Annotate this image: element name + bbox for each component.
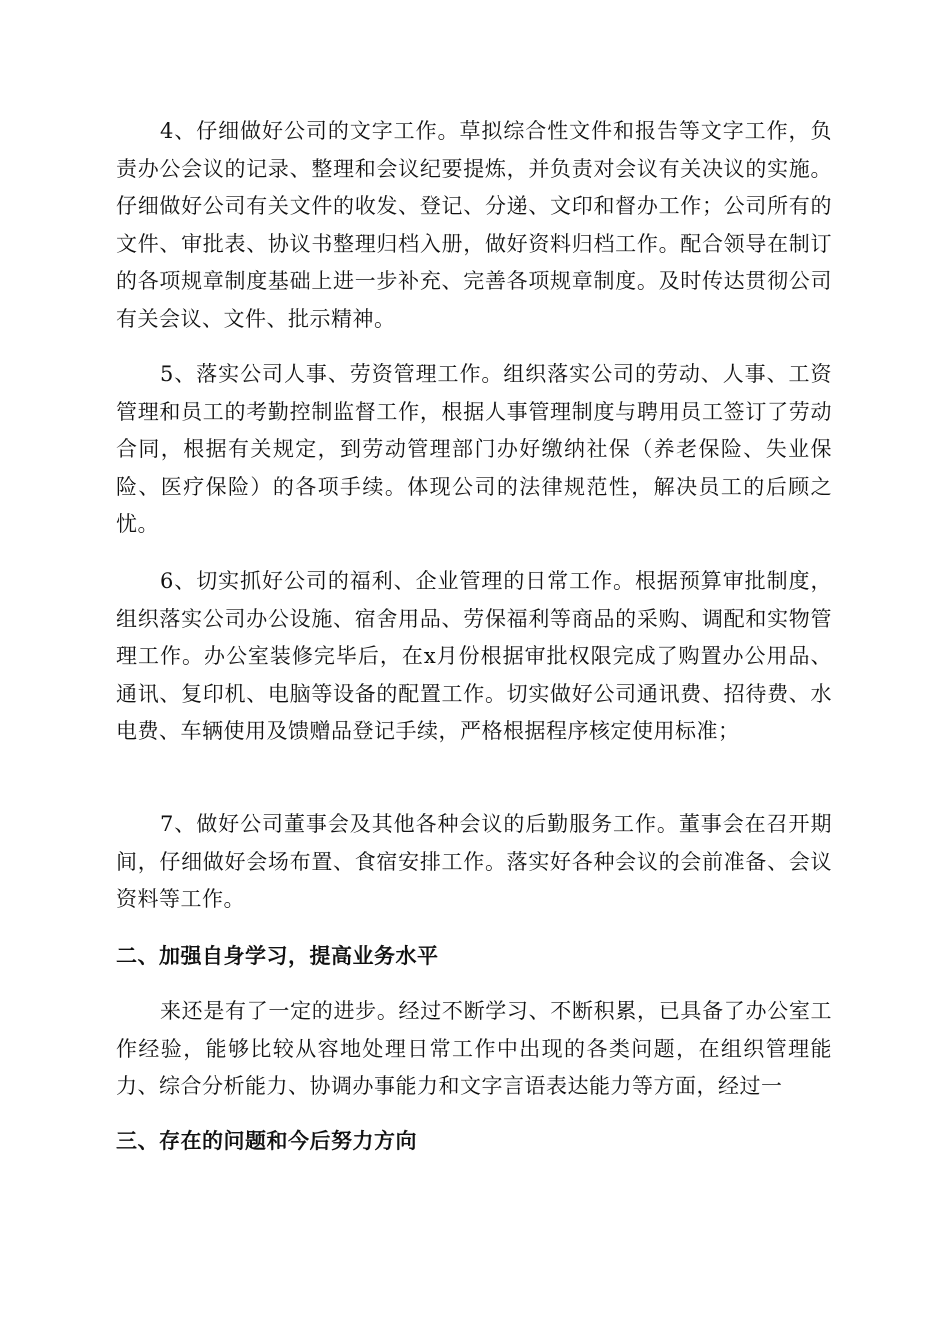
paragraph-learning: 来还是有了一定的进步。经过不断学习、不断积累，已具备了办公室工作经验，能够比较从容地处理日常工作中出现的各类问题，在组织管理能力、综合分析能力、协调办事能力和文字言语表达能力等方面，经过一 (116, 999, 832, 1098)
section-heading-2: 二、加强自身学习，提高业务水平 (116, 943, 439, 968)
paragraph-item-5: 5、落实公司人事、劳资管理工作。组织落实公司的劳动、人事、工资管理和员工的考勤控制监督工作，根据人事管理制度与聘用员工签订了劳动合同，根据有关规定，到劳动管理部门办好缴纳社保（养老保险、失业保险、医疗保险）的各项手续。体现公司的法律规范性，解决员工的后顾之忧。 (116, 362, 832, 536)
paragraph-item-6: 6、切实抓好公司的福利、企业管理的日常工作。根据预算审批制度，组织落实公司办公设施、宿舍用品、劳保福利等商品的采购、调配和实物管理工作。办公室装修完毕后，在x月份根据审批权限完成了购置办公用品、通讯、复印机、电脑等设备的配置工作。切实做好公司通讯费、招待费、水电费、车辆使用及馈赠品登记手续，严格根据程序核定使用标准； (116, 569, 832, 743)
section-heading-3: 三、存在的问题和今后努力方向 (116, 1128, 417, 1153)
paragraph-item-7: 7、做好公司董事会及其他各种会议的后勤服务工作。董事会在召开期间，仔细做好会场布置、食宿安排工作。落实好各种会议的会前准备、会议资料等工作。 (116, 812, 832, 911)
paragraph-item-4: 4、仔细做好公司的文字工作。草拟综合性文件和报告等文字工作，负责办公会议的记录、整理和会议纪要提炼，并负责对会议有关决议的实施。仔细做好公司有关文件的收发、登记、分递、文印和督办工作；公司所有的文件、审批表、协议书整理归档入册，做好资料归档工作。配合领导在制订的各项规章制度基础上进一步补充、完善各项规章制度。及时传达贯彻公司有关会议、文件、批示精神。 (116, 119, 832, 331)
